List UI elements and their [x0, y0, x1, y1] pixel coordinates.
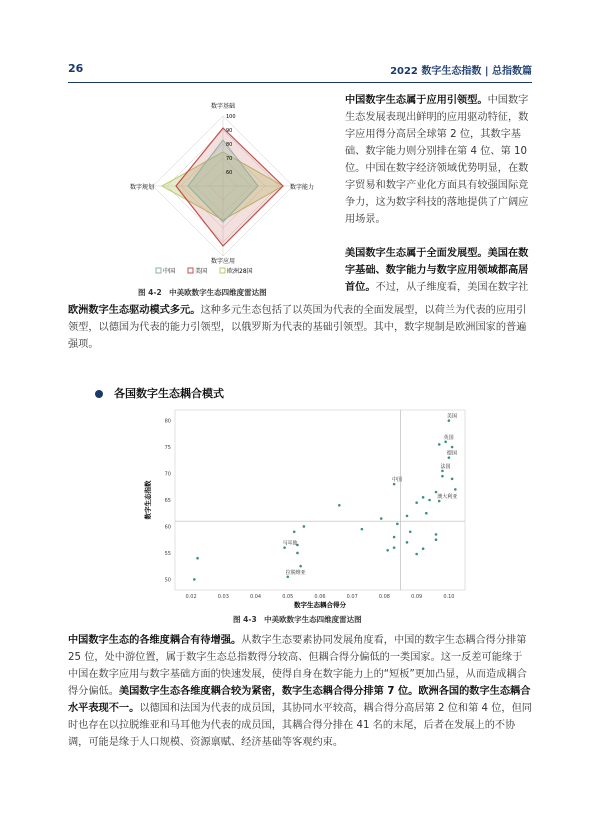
scatter-ytick: 50 — [164, 577, 171, 584]
legend-label-us: 美国 — [195, 268, 208, 275]
radar-tick: 80 — [226, 142, 233, 148]
legend-swatch-eu — [220, 268, 225, 273]
scatter-ticks — [164, 418, 458, 600]
scatter-point — [435, 538, 438, 541]
section-title: 各国数字生态耦合模式 — [114, 387, 224, 400]
scatter-point — [441, 475, 444, 478]
scatter-xtick: 0.02 — [185, 594, 197, 600]
scatter-point — [303, 525, 306, 528]
scatter-ytick: 70 — [164, 471, 171, 478]
scatter-xtick: 0.10 — [443, 594, 455, 600]
scatter-point — [438, 500, 441, 503]
scatter-xtick: 0.05 — [282, 594, 294, 600]
radar-chart — [128, 100, 328, 285]
radar-tick: 100 — [226, 114, 236, 120]
scatter-point — [444, 440, 447, 443]
scatter-xtick: 0.07 — [346, 594, 358, 600]
scatter-point — [451, 478, 454, 481]
paragraph-lead: 中国数字生态属于应用引领型。 — [345, 95, 488, 106]
paragraph-body-2: 以德国和法国为代表的成员国，其协同水平较高，耦合得分高居第 2 位和第 4 位，但同时也存在以拉脱维亚和马耳他为代表的成员国，其耦合得分排在 41 名的末尾，后者在发展上的不协调，可能是缘于人口规模、资源禀赋、经济基础等客观约束。 — [68, 703, 532, 748]
scatter-point — [441, 470, 444, 473]
paragraph-body: 这种多元生态包括了以英国为代表的全面发展型，以荷兰为代表的应用引领型，以德国为代表的能力引领型，以俄罗斯为代表的基础引领型。其中，数字规制是欧洲国家的普遍强项。 — [68, 305, 527, 350]
scatter-xtick: 0.09 — [411, 594, 423, 600]
scatter-point — [438, 443, 441, 446]
scatter-point — [451, 446, 454, 449]
scatter-point — [425, 512, 428, 515]
scatter-xtick: 0.04 — [249, 594, 262, 600]
radar-axis-label-top: 数字基础 — [210, 103, 236, 110]
scatter-point — [435, 533, 438, 536]
scatter-point — [338, 504, 341, 507]
scatter-reference-lines — [175, 410, 465, 590]
section-bullet — [95, 390, 103, 398]
scatter-point-label: 中国 — [392, 477, 403, 484]
scatter-point — [286, 575, 289, 578]
scatter-point-label: 澳大利亚 — [437, 494, 458, 501]
scatter-xtick: 0.03 — [217, 594, 229, 600]
scatter-chart — [140, 405, 470, 610]
scatter-point — [428, 499, 431, 502]
scatter-point-label: 美国 — [446, 413, 457, 420]
paragraph-lead: 欧洲数字生态驱动模式多元。 — [68, 305, 201, 316]
scatter-point — [396, 523, 399, 526]
paragraph-coupling — [68, 632, 532, 751]
legend-label-cn: 中国 — [163, 268, 176, 275]
scatter-xlabel: 数字生态耦合得分 — [294, 601, 346, 609]
paragraph-europe — [68, 302, 532, 353]
paragraph-lead-2: 美国数字生态各维度耦合较为紧密，数字生态耦合得分排第 7 位。欧洲各国的数字生态耦合水平表现不一。 — [68, 686, 531, 714]
running-header: 2022 数字生态指数 | 总指数篇 — [390, 66, 532, 77]
scatter-point — [393, 546, 396, 549]
scatter-point — [293, 530, 296, 533]
scatter-point — [361, 528, 364, 531]
scatter-point — [393, 536, 396, 539]
scatter-point — [454, 488, 457, 491]
scatter-point — [422, 547, 425, 550]
scatter-point-label: 法国 — [440, 463, 451, 470]
radar-caption: 图 4-2 中美欧数字生态四维度雷达图 — [138, 288, 267, 297]
paragraph-lead: 中国数字生态的各维度耦合有待增强。 — [68, 635, 242, 646]
scatter-point — [448, 419, 451, 422]
scatter-point — [299, 565, 302, 568]
paragraph-china-type — [345, 92, 535, 228]
scatter-point — [409, 530, 412, 533]
header-rule — [68, 82, 532, 83]
scatter-ytick: 65 — [164, 498, 171, 504]
page-number: 26 — [68, 62, 84, 75]
legend-label-eu: 欧洲28国 — [227, 268, 253, 275]
scatter-point — [406, 515, 409, 518]
scatter-point — [193, 578, 196, 581]
scatter-xtick: 0.06 — [314, 594, 326, 600]
scatter-point — [415, 501, 418, 504]
scatter-point — [380, 517, 383, 520]
scatter-plot-area — [175, 410, 465, 590]
radar-tick: 60 — [226, 170, 233, 176]
scatter-point — [296, 552, 299, 555]
scatter-point-label: 马耳他 — [282, 540, 298, 547]
legend-swatch-us — [188, 268, 193, 273]
scatter-ylabel: 数字生态指数 — [144, 480, 152, 520]
scatter-point — [448, 456, 451, 459]
scatter-point — [422, 496, 425, 499]
paragraph-lead: 美国数字生态属于全面发展型。美国在数字基础、数字能力与数字应用领域都高居首位。 — [345, 248, 529, 293]
radar-axis-label-right: 数字能力 — [290, 184, 315, 191]
scatter-point — [393, 483, 396, 486]
scatter-ytick: 60 — [164, 524, 171, 531]
paragraph-body: 从数字生态要素协同发展角度看，中国的数字生态耦合得分排第 25 位，处中游位置，属于数字生态总指数得分较高、但耦合得分偏低的一类国家。这一反差可能缘于中国在数字应用与数字基础方面的快速发展，使得自身在数字能力上的“短板”更加凸显，从而造成耦合得分偏低。 — [68, 635, 527, 697]
scatter-point — [386, 549, 389, 552]
scatter-points — [193, 413, 457, 581]
legend-swatch-cn — [156, 268, 161, 273]
scatter-xtick: 0.08 — [378, 594, 391, 600]
paragraph-body: 不过，从子维度看，美国在数字社 — [375, 282, 529, 293]
scatter-point — [406, 541, 409, 544]
radar-tick: 70 — [226, 156, 233, 162]
scatter-point — [415, 553, 418, 556]
radar-axis-label-left: 数字规划 — [130, 184, 155, 191]
scatter-point-label: 英国 — [443, 434, 454, 441]
radar-tick: 90 — [226, 128, 233, 134]
radar-axis-label-bottom: 数字应用 — [210, 258, 236, 265]
scatter-ytick: 75 — [164, 445, 171, 452]
scatter-point — [435, 491, 438, 494]
paragraph-body: 中国数字生态发展表现出鲜明的应用驱动特征，数字应用得分高居全球第 2 位，其数字基础、数字能力则分别排在第 4 位、第 10 位。中国在数字经济领域优势明显，在数字贸易和数字产业化方面具有较强国际竞争力，这为数字科技的落地提供了广阔应用场景。 — [345, 95, 529, 225]
scatter-point — [283, 546, 286, 549]
scatter-ytick: 55 — [164, 550, 171, 557]
scatter-point-label: 德国 — [446, 450, 457, 457]
scatter-caption: 图 4-3 中美欧数字生态四维度雷达图 — [233, 615, 362, 624]
scatter-point-label: 拉脱维亚 — [285, 569, 306, 576]
paragraph-us-type — [345, 245, 535, 298]
scatter-ytick: 80 — [164, 418, 171, 425]
scatter-point — [196, 557, 199, 560]
